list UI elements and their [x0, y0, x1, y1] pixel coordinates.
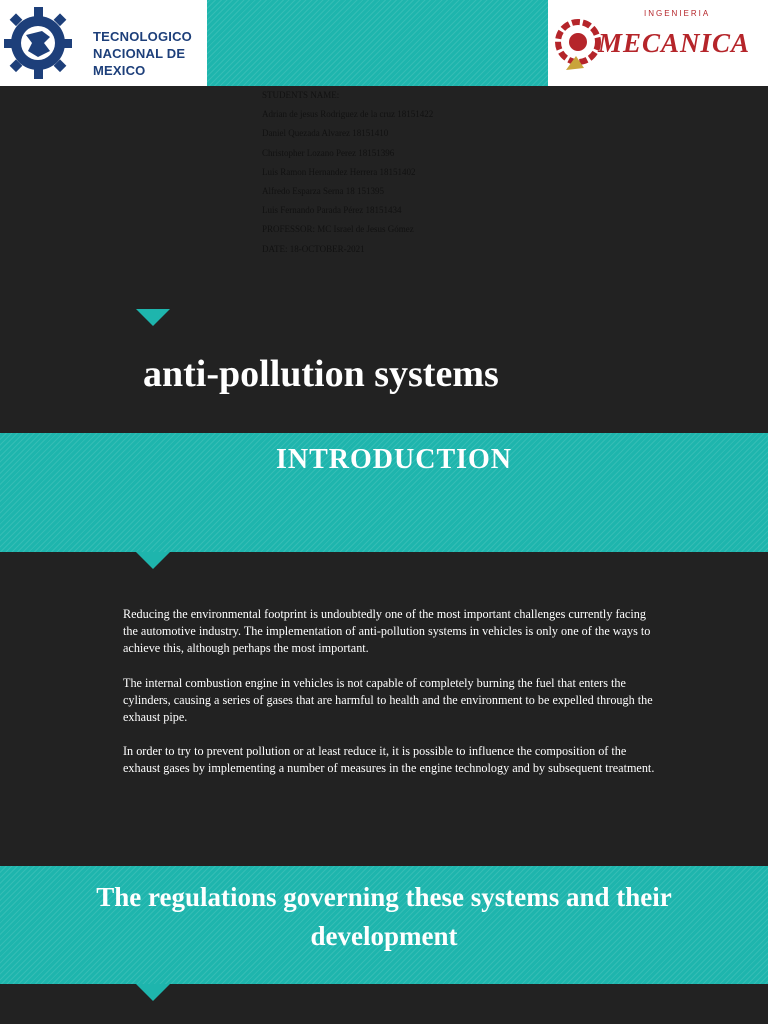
- teal-notch-arrow: [136, 552, 170, 569]
- mecanica-logo-text: MECANICA: [598, 28, 751, 58]
- regulations-heading: The regulations governing these systems and their development: [96, 882, 672, 951]
- teal-notch-arrow: [136, 984, 170, 1001]
- mecanica-logo: [548, 0, 768, 86]
- student-name: Adrian de jesus Rodriguez de la cruz 18151422: [262, 109, 434, 120]
- students-info: [262, 86, 562, 259]
- student-name: Luis Ramon Hernandez Herrera 18151402: [262, 166, 416, 177]
- professor-line: PROFESSOR: MC Israel de Jesus Gómez: [262, 224, 414, 235]
- students-heading: STUDENTS NAME:: [262, 90, 340, 100]
- gear-emblem-icon: [4, 3, 74, 83]
- tecnm-logo-text: TECNOLOGICO NACIONAL DE MEXICO: [93, 29, 192, 78]
- student-name: Alfredo Esparza Serna 18 151395: [262, 186, 384, 197]
- body-text: [123, 606, 663, 795]
- body-paragraph: Reducing the environmental footprint is undoubtedly one of the most important challenges currently facing the automotive industry. The implementation of anti-pollution systems in vehicles is only one of the ways to achieve this, although perhaps the most important.: [123, 607, 651, 656]
- teal-notch-arrow: [136, 309, 170, 326]
- bottom-band: [0, 984, 768, 1024]
- student-name: Daniel Quezada Alvarez 18151410: [262, 128, 389, 139]
- body-paragraph: In order to try to prevent pollution or at least reduce it, it is possible to influence the composition of the exhaust gases by implementing a number of measures in the engine technology and by subsequent treatment.: [123, 744, 655, 776]
- mecanica-arc-text: INGENIERIA: [644, 9, 711, 18]
- body-paragraph: The internal combustion engine in vehicles is not capable of completely burning the fuel that enters the cylinders, causing a series of gases that are harmful to health and the environment to be expelled through the exhaust pipe.: [123, 675, 653, 725]
- date-line: DATE: 18-OCTOBER-2021: [262, 243, 365, 254]
- gear-m-icon: [554, 12, 602, 74]
- student-name: Christopher Lozano Perez 18151396: [262, 147, 395, 158]
- tecnm-logo: [0, 0, 207, 86]
- intro-heading: INTRODUCTION: [276, 444, 513, 475]
- student-name: Luis Fernando Parada Pérez 18151434: [262, 205, 402, 216]
- page-title: anti-pollution systems: [143, 353, 499, 395]
